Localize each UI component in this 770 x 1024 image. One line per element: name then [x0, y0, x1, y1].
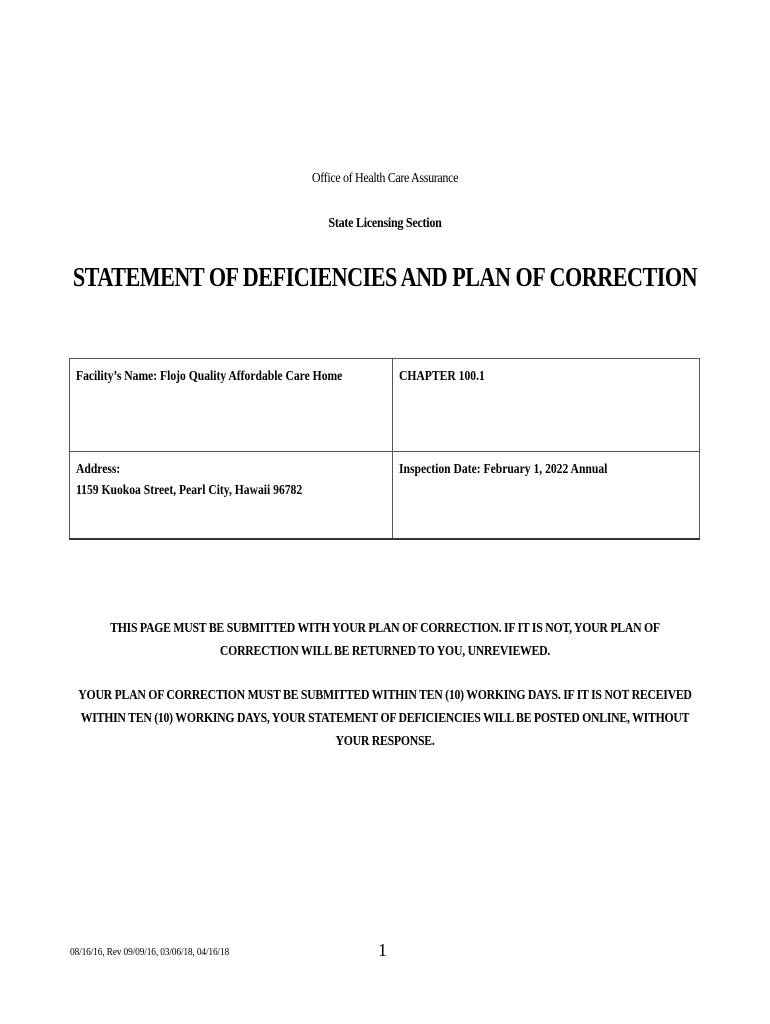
submission-notice — [70, 617, 700, 663]
inspection-date-cell — [392, 452, 699, 540]
table-row — [70, 359, 700, 452]
office-name: Office of Health Care Assurance — [311, 171, 459, 186]
address-cell — [70, 452, 393, 540]
page-number: 1 — [378, 940, 387, 960]
document-title: STATEMENT OF DEFICIENCIES AND PLAN OF CORRECTION — [72, 262, 698, 292]
facility-info-table — [69, 358, 700, 540]
deadline-notice-text: YOUR PLAN OF CORRECTION MUST BE SUBMITTED WITHIN TEN (10) WORKING DAYS. IF IT IS NOT RECEIVED WITHIN TEN (10) WORKING DAYS, YOUR STATEMENT OF DEFICIENCIES WILL BE POSTED ONLINE, WITHOUT YOUR RESPONSE. — [78, 688, 692, 749]
revision-dates: 08/16/16, Rev 09/09/16, 03/06/18, 04/16/18 — [70, 946, 230, 958]
inspection-date: Inspection Date: February 1, 2022 Annual — [398, 461, 608, 476]
facility-name: Facility’s Name: Flojo Quality Affordable Care Home — [76, 368, 343, 383]
chapter-cell — [392, 359, 699, 452]
table-row — [70, 452, 700, 540]
address-value: 1159 Kuokoa Street, Pearl City, Hawaii 96782 — [76, 482, 303, 497]
submission-notice-text: THIS PAGE MUST BE SUBMITTED WITH YOUR PLAN OF CORRECTION. IF IT IS NOT, YOUR PLAN OF CORRECTION WILL BE RETURNED TO YOU, UNREVIEWED. — [110, 621, 660, 659]
facility-name-cell — [70, 359, 393, 452]
deadline-notice — [70, 684, 700, 753]
address-label: Address: — [76, 461, 121, 476]
section-name: State Licensing Section — [328, 216, 442, 231]
chapter: CHAPTER 100.1 — [398, 368, 485, 383]
